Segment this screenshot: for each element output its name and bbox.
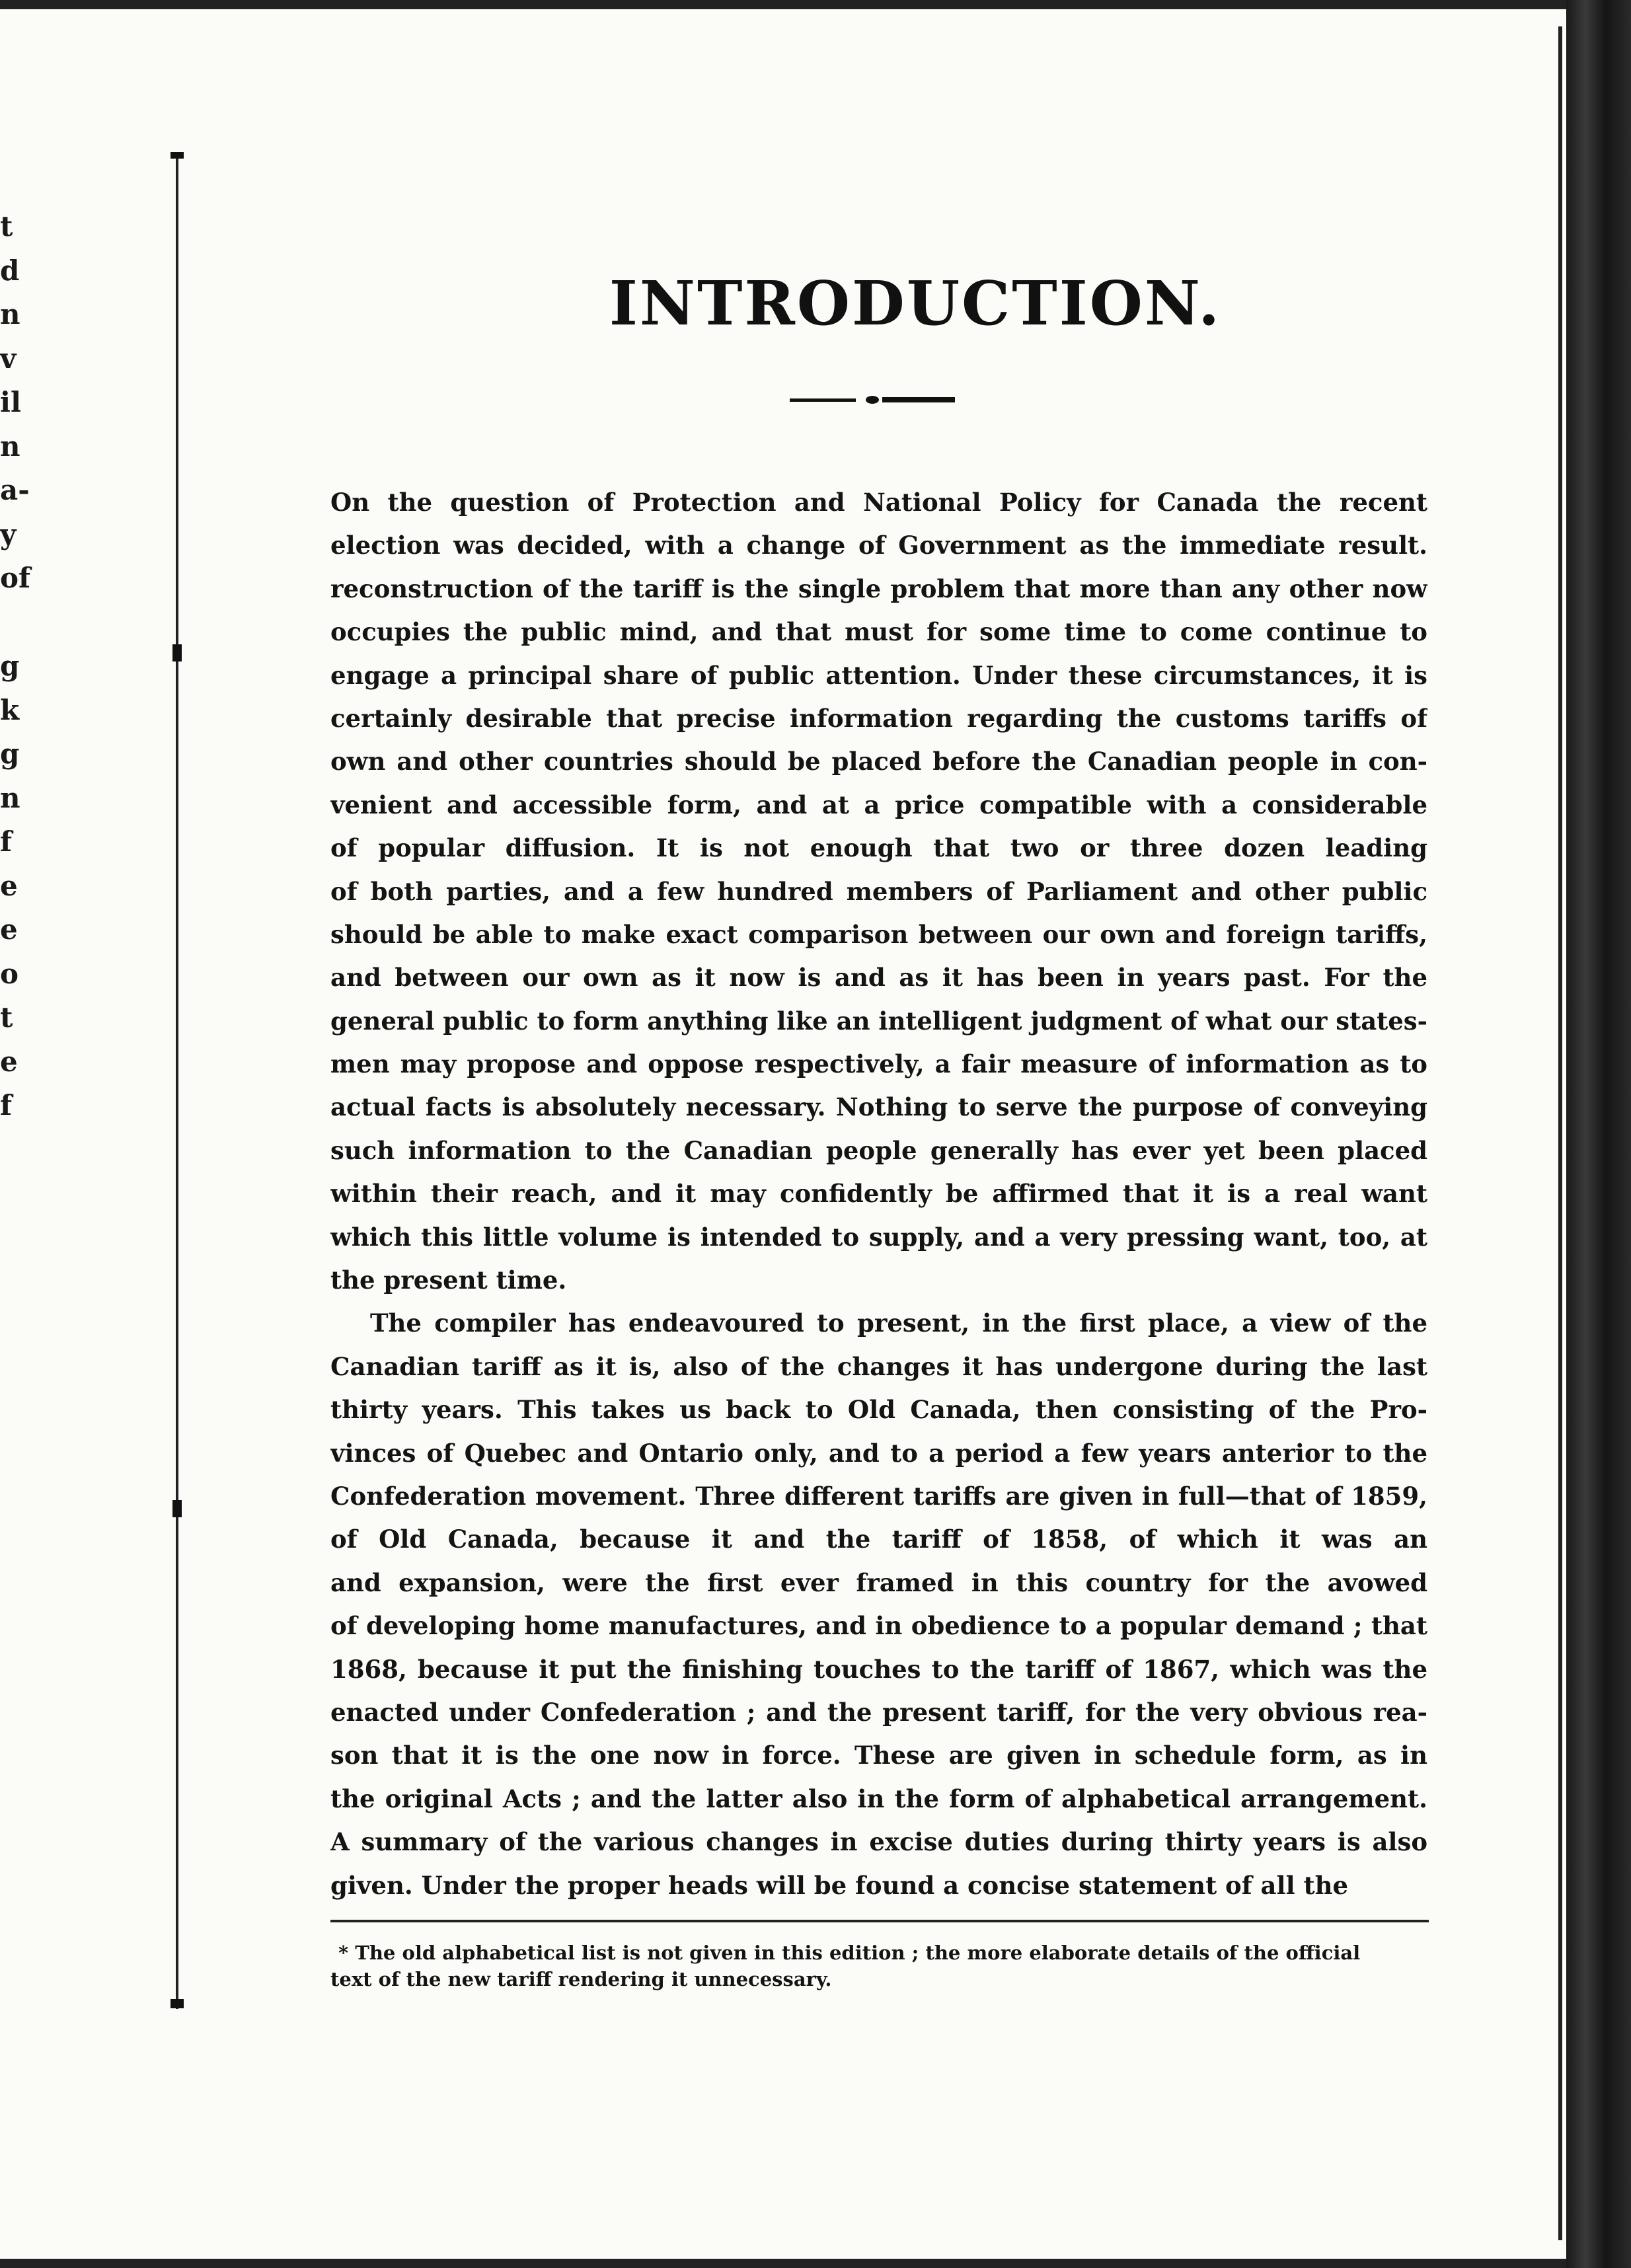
- fragment: of: [0, 562, 31, 594]
- fragment: d: [0, 254, 20, 287]
- text-line: given. Under the proper heads will be found a concise statement of all the: [330, 1870, 1349, 1900]
- text-line: own and other countries should be placed before the Canadian people in con-: [330, 747, 1427, 776]
- fragment: e: [0, 913, 18, 946]
- text-line-indented: The compiler has endeavoured to present, in the first place, a view of the: [370, 1308, 1427, 1338]
- text-line: occupies the public mind, and that must for some time to come continue to: [330, 617, 1427, 647]
- fragment: n: [0, 781, 20, 814]
- text-line: election was decided, with a change of Government as the immediate result.: [330, 531, 1427, 560]
- text-line: venient and accessible form, and at a price compatible with a considerable: [330, 790, 1427, 819]
- fragment: e: [0, 1045, 18, 1078]
- ornamental-rule-icon: [790, 390, 955, 410]
- fragment: e: [0, 869, 18, 902]
- text-line: 1868, because it put the finishing touches to the tariff of 1867, which was the: [330, 1654, 1427, 1684]
- fragment: il: [0, 386, 21, 418]
- text-line: and between our own as it now is and as it has been in years past. For the: [330, 963, 1427, 993]
- footnote: [330, 1940, 1441, 1992]
- fragment: g: [0, 737, 20, 770]
- fragment: g: [0, 650, 20, 682]
- page-title: INTRODUCTION.: [609, 268, 1222, 339]
- text-line: enacted under Confederation ; and the present tariff, for the very obvious rea-: [330, 1697, 1427, 1727]
- introduction-body: [330, 481, 1427, 1907]
- text-line: son that it is the one now in force. These are given in schedule form, as in: [330, 1741, 1427, 1770]
- text-line: engage a principal share of public attention. Under these circumstances, it is: [330, 660, 1427, 690]
- text-line: the present time.: [330, 1266, 567, 1295]
- text-line: Confederation movement. Three different tariffs are given in full—that of 1859,: [330, 1481, 1427, 1511]
- text-line: the original Acts ; and the latter also in the form of alphabetical arrangement.: [330, 1784, 1427, 1813]
- text-line: actual facts is absolutely necessary. Nothing to serve the purpose of conveying: [330, 1092, 1427, 1122]
- fragment: t: [0, 1001, 13, 1034]
- text-line: of popular diffusion. It is not enough that two or three dozen leading: [330, 833, 1427, 863]
- page-right-border: [1558, 26, 1562, 2240]
- fragment: v: [0, 342, 17, 375]
- text-line: reconstruction of the tariff is the single problem that more than any other now: [330, 574, 1427, 603]
- text-line: A summary of the various changes in excise duties during thirty years is also: [330, 1827, 1427, 1857]
- fragment: y: [0, 517, 17, 550]
- binding-thread: [171, 152, 184, 2009]
- footnote-rule: [330, 1920, 1429, 1922]
- binding-thread-graphic: [171, 152, 184, 2009]
- scan-bottom-edge: [0, 2259, 1631, 2268]
- footnote-line: text of the new tariff rendering it unnecessary.: [330, 1968, 832, 1990]
- scan-top-edge: [0, 0, 1631, 9]
- book-spine-edge: [1566, 0, 1631, 2268]
- text-line: and expansion, were the first ever framed in this country for the avowed: [330, 1568, 1427, 1597]
- text-line: men may propose and oppose respectively, a fair measure of information as to: [330, 1049, 1427, 1079]
- text-line: of both parties, and a few hundred members of Parliament and other public: [330, 876, 1427, 906]
- fragment: a-: [0, 474, 30, 506]
- text-line: should be able to make exact comparison between our own and foreign tariffs,: [330, 919, 1427, 949]
- text-line: general public to form anything like an intelligent judgment of what our states-: [330, 1006, 1427, 1036]
- fragment: o: [0, 957, 19, 990]
- text-line: which this little volume is intended to supply, and a very pressing want, too, at: [330, 1222, 1427, 1252]
- fragment: k: [0, 693, 20, 726]
- text-line: On the question of Protection and National Policy for Canada the recent: [330, 488, 1427, 517]
- fragment: n: [0, 430, 20, 463]
- fragment: n: [0, 298, 20, 330]
- fragment: f: [0, 1089, 13, 1121]
- text-line: Canadian tariff as it is, also of the changes it has undergone during the last: [330, 1351, 1427, 1381]
- facing-page-fragments: [0, 205, 31, 1128]
- text-line: thirty years. This takes us back to Old Canada, then consisting of the Pro-: [330, 1395, 1427, 1425]
- text-line: within their reach, and it may confidently be affirmed that it is a real want: [330, 1179, 1427, 1209]
- text-line: of Old Canada, because it and the tariff of 1858, of which it was an: [330, 1525, 1427, 1554]
- fragment: t: [0, 210, 13, 243]
- footnote-line: * The old alphabetical list is not given in this edition ; the more elaborate details of the official: [338, 1942, 1361, 1964]
- text-line: certainly desirable that precise information regarding the customs tariffs of: [330, 703, 1427, 733]
- fragment: [0, 601, 26, 645]
- text-line: such information to the Canadian people generally has ever yet been placed: [330, 1135, 1427, 1165]
- text-line: vinces of Quebec and Ontario only, and to a period a few years anterior to the: [330, 1438, 1427, 1468]
- fragment: f: [0, 825, 13, 858]
- text-line: of developing home manufactures, and in obedience to a popular demand ; that: [330, 1611, 1427, 1641]
